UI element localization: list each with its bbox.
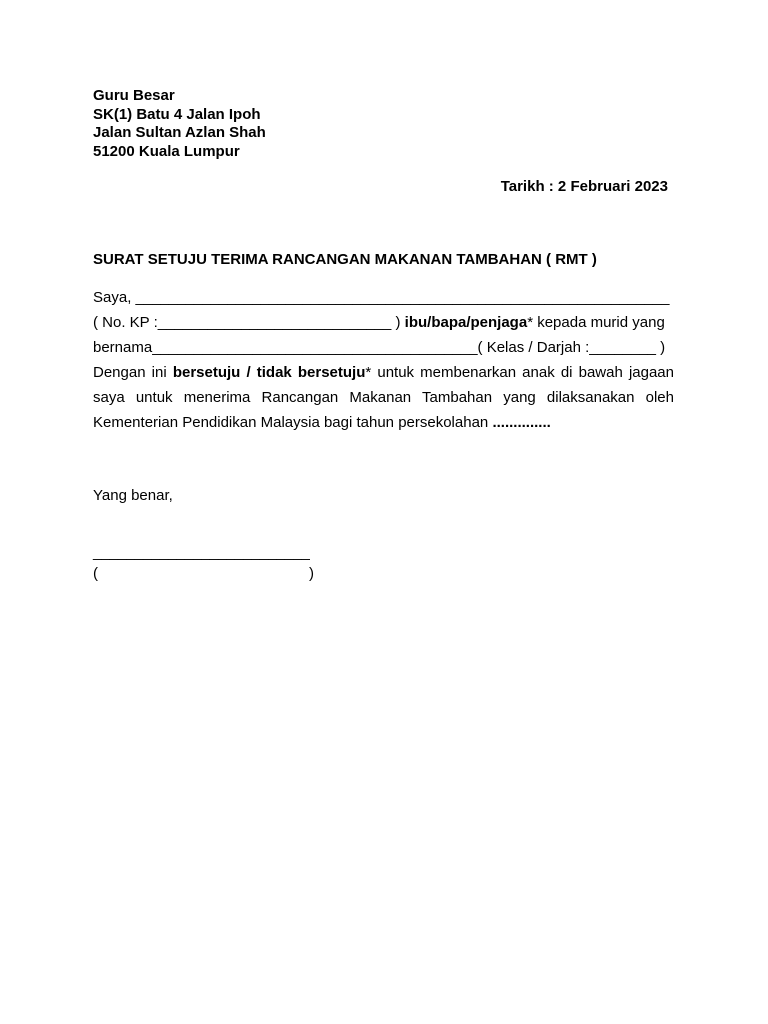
ministry-text: Kementerian Pendidikan Malaysia bagi tahun persekolahan [93,414,493,431]
body-line-ministry [93,410,674,435]
body-line-program: saya untuk menerima Rancangan Makanan Tambahan yang dilaksanakan oleh [93,389,674,406]
recipient-line-3: Jalan Sultan Azlan Shah [93,124,266,141]
ic-field-text: ( No. KP :____________________________ ) [93,314,405,331]
consent-prefix: Dengan ini [93,364,173,381]
close-paren: ) [309,565,314,582]
body-line-ic [93,310,674,335]
recipient-line-4: 51200 Kuala Lumpur [93,142,240,160]
relation-options: ibu/bapa/penjaga [404,314,528,331]
recipient-line-2: SK(1) Batu 4 Jalan Ipoh [93,105,261,123]
body-line-student: bernama_______________________________________( Kelas / Darjah :________ ) [93,339,666,356]
letter-date: Tarikh : 2 Februari 2023 [500,178,668,195]
recipient-line-1: Guru Besar [93,87,175,104]
closing-salutation: Yang benar, [93,487,173,504]
ic-line-suffix: * kepada murid yang [527,314,665,331]
letter-body [93,285,674,435]
signature-line: __________________________ [93,544,310,561]
school-year-blank: .............. [492,414,551,431]
consent-suffix: * untuk membenarkan anak di bawah jagaan [365,364,674,381]
letter-subject: SURAT SETUJU TERIMA RANCANGAN MAKANAN TAMBAHAN ( RMT ) [93,251,597,268]
open-paren: ( [93,565,98,582]
consent-options: bersetuju / tidak bersetuju [172,364,366,381]
body-line-consent [93,360,674,385]
signature-name-parentheses [93,565,314,582]
body-line-name: Saya, ________________________________________________________________ [93,289,670,306]
recipient-address [93,87,266,161]
